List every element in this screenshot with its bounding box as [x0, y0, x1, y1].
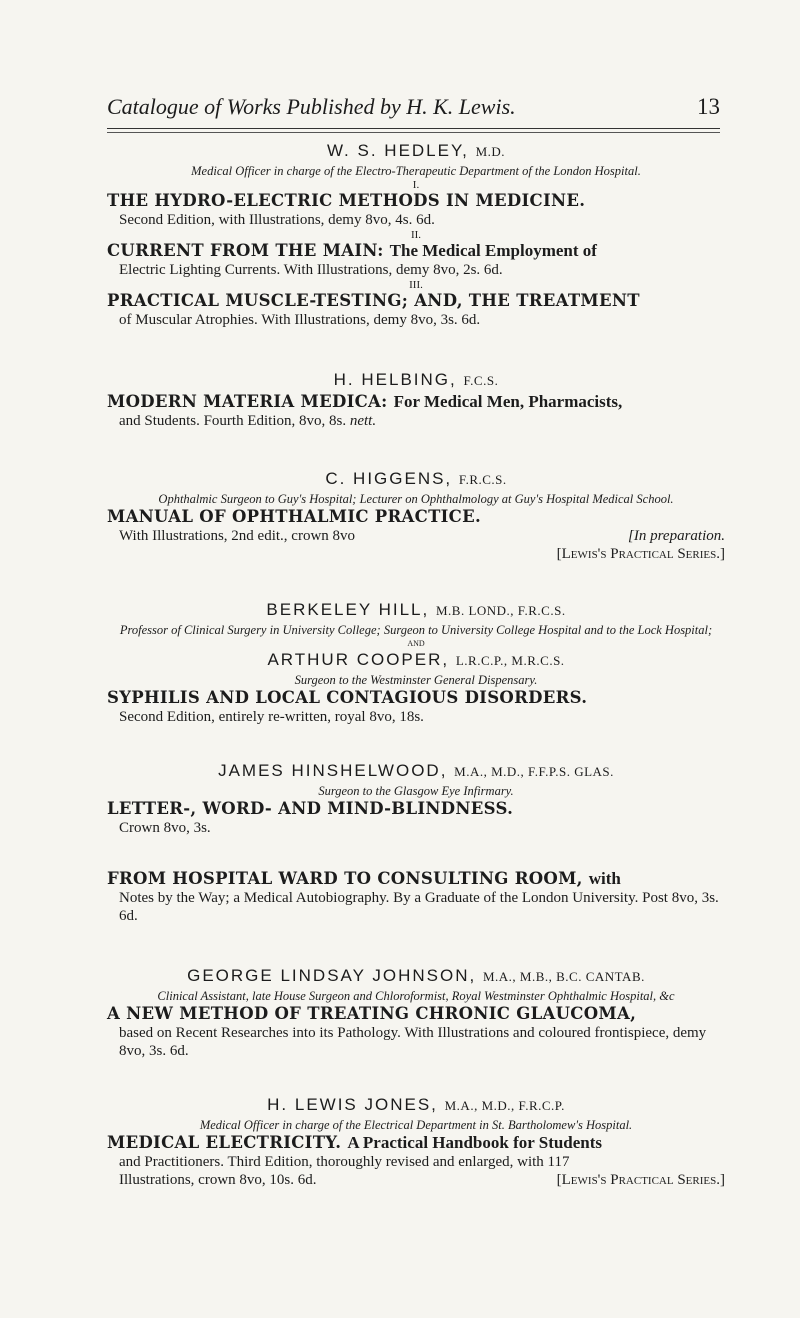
book-number: II. [410, 229, 422, 241]
and-separator: AND [407, 639, 425, 648]
book-title: MODERN MATERIA MEDICA: For Medical Men, Pharmacists, [107, 392, 623, 411]
book-description-row [119, 1171, 725, 1189]
author-name: C. HIGGENS, F.R.C.S. [325, 469, 507, 488]
entry-johnson [107, 965, 725, 1060]
coauthor-name: ARTHUR COOPER, L.R.C.P., M.R.C.S. [267, 650, 565, 669]
book-description: Second Edition, entirely re-written, royal 8vo, 18s. [119, 709, 424, 725]
author-affiliation: Medical Officer in charge of the Electro-Therapeutic Department of the London Hospital. [191, 164, 641, 178]
author-name: W. S. HEDLEY, M.D. [326, 141, 506, 160]
series-note: [Lewis's Practical Series.] [556, 1172, 725, 1188]
running-title: Catalogue of Works Published by H. K. Lewis. [107, 94, 516, 119]
book-title: FROM HOSPITAL WARD TO CONSULTING ROOM, with [107, 869, 621, 888]
entry-hill-cooper [107, 599, 725, 726]
book-description: Second Edition, with Illustrations, demy 8vo, 4s. 6d. [119, 212, 435, 228]
book-title: MANUAL OF OPHTHALMIC PRACTICE. [107, 507, 482, 526]
entry-hedley [107, 140, 725, 329]
entry-higgens [107, 468, 725, 563]
author-affiliation: Clinical Assistant, late House Surgeon and Chloroformist, Royal Westminster Ophthalmic Hospital, &c [157, 989, 675, 1003]
book-number: I. [412, 179, 420, 191]
header-rule [107, 128, 720, 129]
author-name: BERKELEY HILL, M.B. LOND., F.R.C.S. [266, 600, 566, 619]
series-note: [Lewis's Practical Series.] [556, 546, 725, 562]
book-title: A NEW METHOD OF TREATING CHRONIC GLAUCOMA, [107, 1004, 637, 1023]
author-affiliation: Ophthalmic Surgeon to Guy's Hospital; Lecturer on Ophthalmology at Guy's Hospital Medical School. [158, 492, 674, 506]
author-name: GEORGE LINDSAY JOHNSON, M.A., M.B., B.C. CANTAB. [187, 966, 645, 985]
author-affiliation: Surgeon to the Glasgow Eye Infirmary. [318, 784, 514, 798]
entry-hospital-ward [107, 869, 725, 925]
author-name: H. HELBING, F.C.S. [333, 370, 499, 389]
book-description: and Students. Fourth Edition, 8vo, 8s. nett. [119, 413, 377, 429]
author-name: JAMES HINSHELWOOD, M.A., M.D., F.F.P.S. GLAS. [218, 761, 614, 780]
catalogue-entries [107, 140, 725, 1215]
book-description-cont: Illustrations, crown 8vo, 10s. 6d. [119, 1172, 317, 1188]
book-description: of Muscular Atrophies. With Illustrations, demy 8vo, 3s. 6d. [119, 312, 481, 328]
book-description: Electric Lighting Currents. With Illustrations, demy 8vo, 2s. 6d. [119, 262, 503, 278]
book-title: PRACTICAL MUSCLE-TESTING; AND, THE TREATMENT [107, 291, 640, 310]
entry-helbing [107, 369, 725, 430]
publication-status: [In preparation. [628, 528, 725, 544]
running-header [107, 94, 720, 120]
book-title: MEDICAL ELECTRICITY. A Practical Handbook for Students [107, 1133, 603, 1152]
book-title: SYPHILIS AND LOCAL CONTAGIOUS DISORDERS. [107, 688, 588, 707]
book-description: Notes by the Way; a Medical Autobiography. By a Graduate of the London University. Post 8vo, 3s. 6d. [119, 890, 719, 924]
book-title: CURRENT FROM THE MAIN: The Medical Employment of [107, 241, 597, 260]
author-affiliation: Medical Officer in charge of the Electrical Department in St. Bartholomew's Hospital. [199, 1118, 633, 1132]
author-name: H. LEWIS JONES, M.A., M.D., F.R.C.P. [267, 1095, 565, 1114]
book-description: and Practitioners. Third Edition, thoroughly revised and enlarged, with 117 [119, 1154, 570, 1170]
book-description: With Illustrations, 2nd edit., crown 8vo [119, 528, 356, 544]
header-rule-thin [107, 132, 720, 133]
coauthor-affiliation: Surgeon to the Westminster General Dispensary. [294, 673, 538, 687]
book-description-row [119, 527, 725, 545]
book-number: III. [409, 279, 423, 291]
entry-lewis-jones [107, 1094, 725, 1189]
page-number: 13 [697, 94, 720, 119]
book-description: Crown 8vo, 3s. [119, 820, 211, 836]
book-title: THE HYDRO-ELECTRIC METHODS IN MEDICINE. [107, 191, 586, 210]
book-description: based on Recent Researches into its Pathology. With Illustrations and coloured frontispiece, demy 8vo, 3s. 6d. [119, 1025, 707, 1059]
book-title: LETTER-, WORD- AND MIND-BLINDNESS. [107, 799, 514, 818]
author-affiliation: Professor of Clinical Surgery in University College; Surgeon to University College Hospital and to the Lock Hospital; [119, 623, 713, 637]
entry-hinshelwood [107, 760, 725, 837]
